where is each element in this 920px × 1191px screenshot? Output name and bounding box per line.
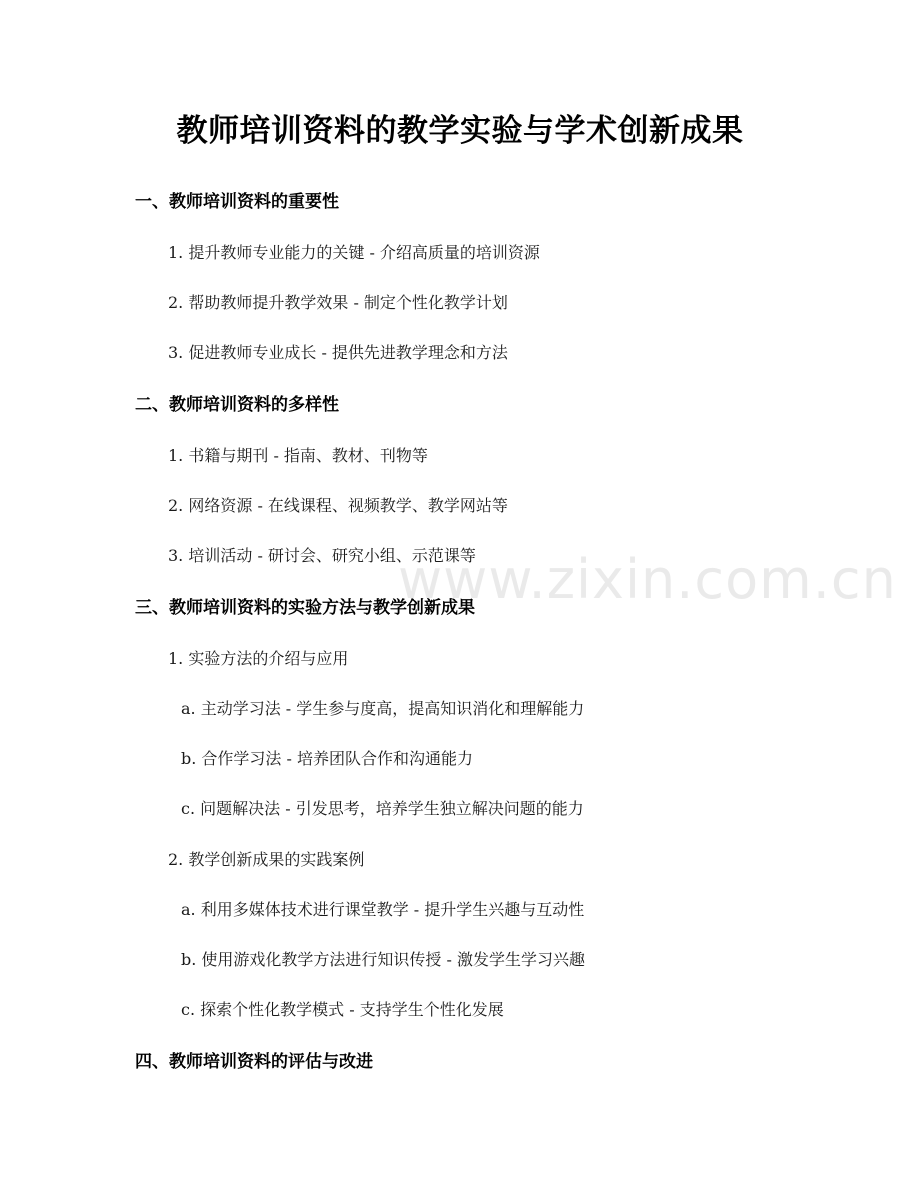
watermark: www.zixin.com.cn	[398, 548, 897, 611]
list-item: 1. 提升教师专业能力的关键 - 介绍高质量的培训资源	[168, 243, 540, 262]
list-item: 2. 网络资源 - 在线课程、视频教学、教学网站等	[168, 496, 508, 515]
sub-list-item: c. 探索个性化教学模式 - 支持学生个性化发展	[181, 1000, 504, 1019]
list-item: 1. 书籍与期刊 - 指南、教材、刊物等	[168, 446, 428, 465]
section-heading-3: 三、教师培训资料的实验方法与教学创新成果	[135, 598, 475, 618]
sub-list-item: b. 合作学习法 - 培养团队合作和沟通能力	[181, 749, 473, 768]
section-heading-4: 四、教师培训资料的评估与改进	[135, 1052, 373, 1072]
sub-list-item: a. 主动学习法 - 学生参与度高，提高知识消化和理解能力	[181, 699, 585, 718]
list-item: 2. 教学创新成果的实践案例	[168, 850, 365, 869]
section-heading-1: 一、教师培训资料的重要性	[135, 192, 339, 212]
list-item: 3. 促进教师专业成长 - 提供先进教学理念和方法	[168, 343, 508, 362]
sub-list-item: c. 问题解决法 - 引发思考，培养学生独立解决问题的能力	[181, 799, 584, 818]
sub-list-item: a. 利用多媒体技术进行课堂教学 - 提升学生兴趣与互动性	[181, 900, 585, 919]
document-title: 教师培训资料的教学实验与学术创新成果	[176, 113, 744, 149]
list-item: 1. 实验方法的介绍与应用	[168, 649, 349, 668]
sub-list-item: b. 使用游戏化教学方法进行知识传授 - 激发学生学习兴趣	[181, 950, 585, 969]
list-item: 3. 培训活动 - 研讨会、研究小组、示范课等	[168, 546, 476, 565]
section-heading-2: 二、教师培训资料的多样性	[135, 395, 339, 415]
list-item: 2. 帮助教师提升教学效果 - 制定个性化教学计划	[168, 293, 508, 312]
